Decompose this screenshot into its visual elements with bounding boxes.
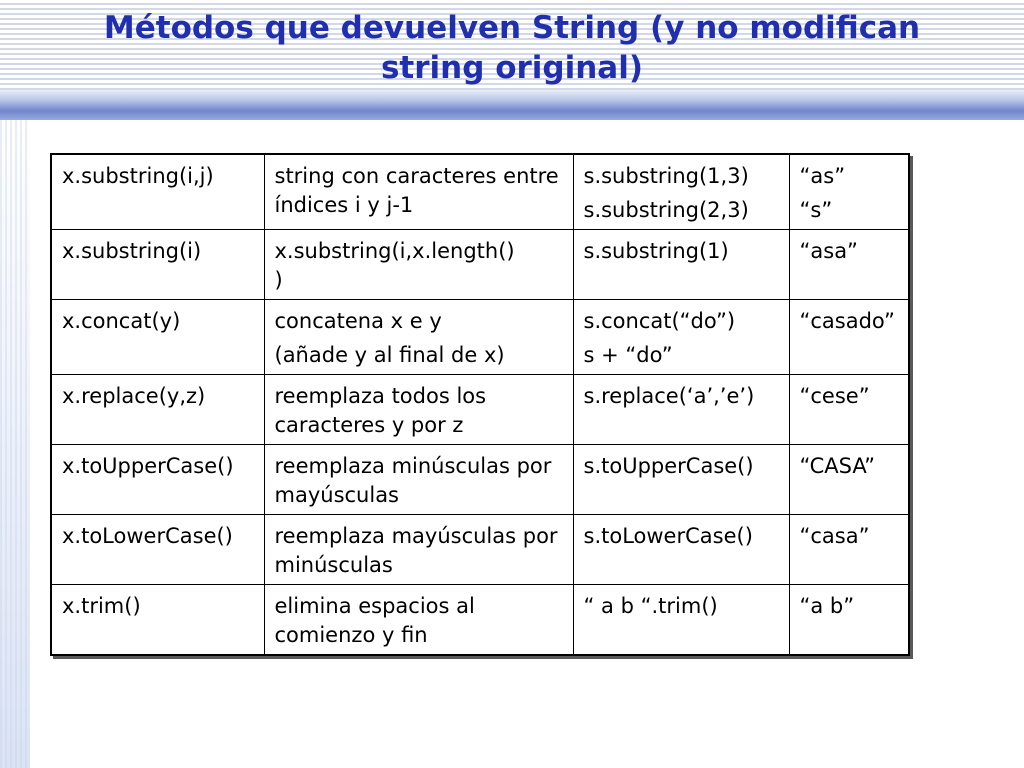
method-cell: x.replace(y,z) xyxy=(51,375,264,445)
example-cell xyxy=(573,515,789,585)
left-decoration xyxy=(0,120,30,768)
description-line: ) xyxy=(274,268,283,292)
example-line: s + “do” xyxy=(583,343,673,367)
example-cell xyxy=(573,154,789,230)
slide-title-line-1: Métodos que devuelven String (y no modifican xyxy=(103,10,921,46)
description-cell xyxy=(264,375,573,445)
example-line: “ a b “.trim() xyxy=(583,594,718,618)
example-line: s.substring(1) xyxy=(583,239,729,263)
result-line: “casa” xyxy=(799,524,870,548)
result-cell xyxy=(789,515,909,585)
method-cell: x.substring(i,j) xyxy=(51,154,264,230)
description-cell xyxy=(264,300,573,375)
slide-title xyxy=(0,8,1024,88)
result-cell xyxy=(789,230,909,300)
description-line: string con caracteres entre índices i y j-1 xyxy=(274,164,559,217)
description-line: reemplaza mayúsculas por minúsculas xyxy=(274,524,558,577)
method-cell: x.concat(y) xyxy=(51,300,264,375)
description-line: elimina espacios al comienzo y fin xyxy=(274,594,475,647)
table-row xyxy=(51,585,909,656)
slide-title-line-2: string original) xyxy=(380,50,644,86)
result-cell xyxy=(789,300,909,375)
result-line: “as” xyxy=(799,164,846,188)
description-cell xyxy=(264,445,573,515)
method-cell: x.substring(i) xyxy=(51,230,264,300)
methods-table xyxy=(50,153,910,656)
description-line: reemplaza minúsculas por mayúsculas xyxy=(274,454,552,507)
example-cell xyxy=(573,585,789,656)
example-line: s.substring(1,3) xyxy=(583,164,749,188)
description-line: reemplaza todos los caracteres y por z xyxy=(274,384,487,437)
example-cell xyxy=(573,230,789,300)
table-row xyxy=(51,515,909,585)
result-line: “CASA” xyxy=(799,454,876,478)
table-row xyxy=(51,230,909,300)
result-cell xyxy=(789,445,909,515)
result-cell xyxy=(789,585,909,656)
description-cell xyxy=(264,230,573,300)
example-line: s.toLowerCase() xyxy=(583,524,753,548)
example-cell xyxy=(573,375,789,445)
table-row xyxy=(51,300,909,375)
result-line: “s” xyxy=(799,198,833,222)
result-line: “a b” xyxy=(799,594,855,618)
result-cell xyxy=(789,375,909,445)
description-cell xyxy=(264,154,573,230)
example-line: s.concat(“do”) xyxy=(583,309,736,333)
methods-table-body xyxy=(51,154,909,655)
header-bar xyxy=(0,90,1024,120)
example-line: s.toUpperCase() xyxy=(583,454,754,478)
example-line: s.replace(‘a’,’e’) xyxy=(583,384,755,408)
description-cell xyxy=(264,585,573,656)
result-line: “asa” xyxy=(799,239,858,263)
description-line: concatena x e y xyxy=(274,309,442,333)
example-cell xyxy=(573,445,789,515)
method-cell: x.trim() xyxy=(51,585,264,656)
method-cell: x.toLowerCase() xyxy=(51,515,264,585)
table-row xyxy=(51,375,909,445)
example-cell xyxy=(573,300,789,375)
result-line: “casado” xyxy=(799,309,895,333)
method-cell: x.toUpperCase() xyxy=(51,445,264,515)
result-cell xyxy=(789,154,909,230)
result-line: “cese” xyxy=(799,384,870,408)
description-line: (añade y al final de x) xyxy=(274,343,505,367)
description-cell xyxy=(264,515,573,585)
table-row xyxy=(51,445,909,515)
example-line: s.substring(2,3) xyxy=(583,198,749,222)
table-row xyxy=(51,154,909,230)
description-line: x.substring(i,x.length() xyxy=(274,239,515,263)
